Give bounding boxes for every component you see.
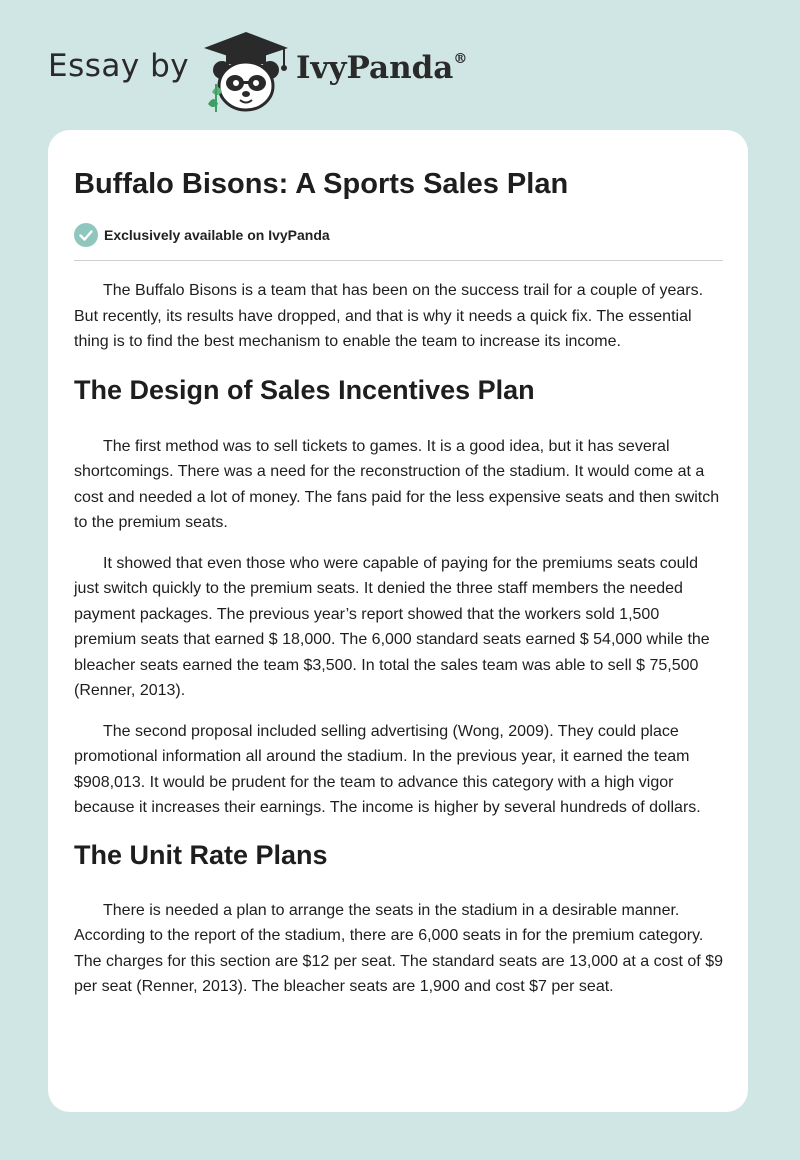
paragraph: The second proposal included selling advertising (Wong, 2009). They could place promotional information all around the stadium. In the previous year, it earned the team $908,013. It would be prudent for the team to advance this category with a high vigor because it increases their earnings. The income is higher by several hundreds of dollars.: [74, 722, 701, 816]
site-header: [48, 30, 508, 114]
essay-content: [74, 164, 723, 1000]
section-heading-unit-rate: The Unit Rate Plans: [74, 839, 328, 870]
intro-paragraph: The Buffalo Bisons is a team that has been on the success trail for a couple of years. But recently, its results have dropped, and that is why it needs a quick fix. The essential thing is to find the best mechanism to enable the team to increase its income.: [74, 282, 704, 350]
essay-by-label: Essay by: [48, 48, 190, 84]
essay-card: [48, 130, 748, 1112]
check-circle-icon: [74, 223, 98, 247]
panda-graduate-icon: [200, 30, 292, 114]
exclusive-badge-label: Exclusively available on IvyPanda: [104, 227, 330, 243]
exclusive-badge: [74, 222, 723, 248]
paragraph: It showed that even those who were capable of paying for the premiums seats could just switch quickly to the premium seats. It denied the three staff members the needed payment packages. The previous year’s report showed that the workers sold 1,500 premium seats that earned $ 18,000. The 6,000 standard seats earned $ 54,000 while the bleacher seats earned the team $3,500. In total the sales team was able to sell $ 75,500 (Renner, 2013).: [74, 554, 710, 699]
divider: [74, 260, 723, 261]
paragraph: The first method was to sell tickets to games. It is a good idea, but it has several shortcomings. There was a need for the reconstruction of the stadium. It would come at a cost and needed a lot of money. The fans paid for the less expensive seats and then switch to the premium seats.: [74, 437, 720, 531]
section-heading-sales-incentives: The Design of Sales Incentives Plan: [74, 374, 535, 405]
paragraph: There is needed a plan to arrange the seats in the stadium in a desirable manner. According to the report of the stadium, there are 6,000 seats in for the premium category. The charges for this section are $12 per seat. The standard seats are 13,000 at a cost of $9 per seat (Renner, 2013). The bleacher seats are 1,900 and cost $7 per seat.: [74, 901, 723, 995]
page-title: Buffalo Bisons: A Sports Sales Plan: [74, 168, 569, 200]
brand-logo-text[interactable]: IvyPanda®: [296, 50, 468, 86]
